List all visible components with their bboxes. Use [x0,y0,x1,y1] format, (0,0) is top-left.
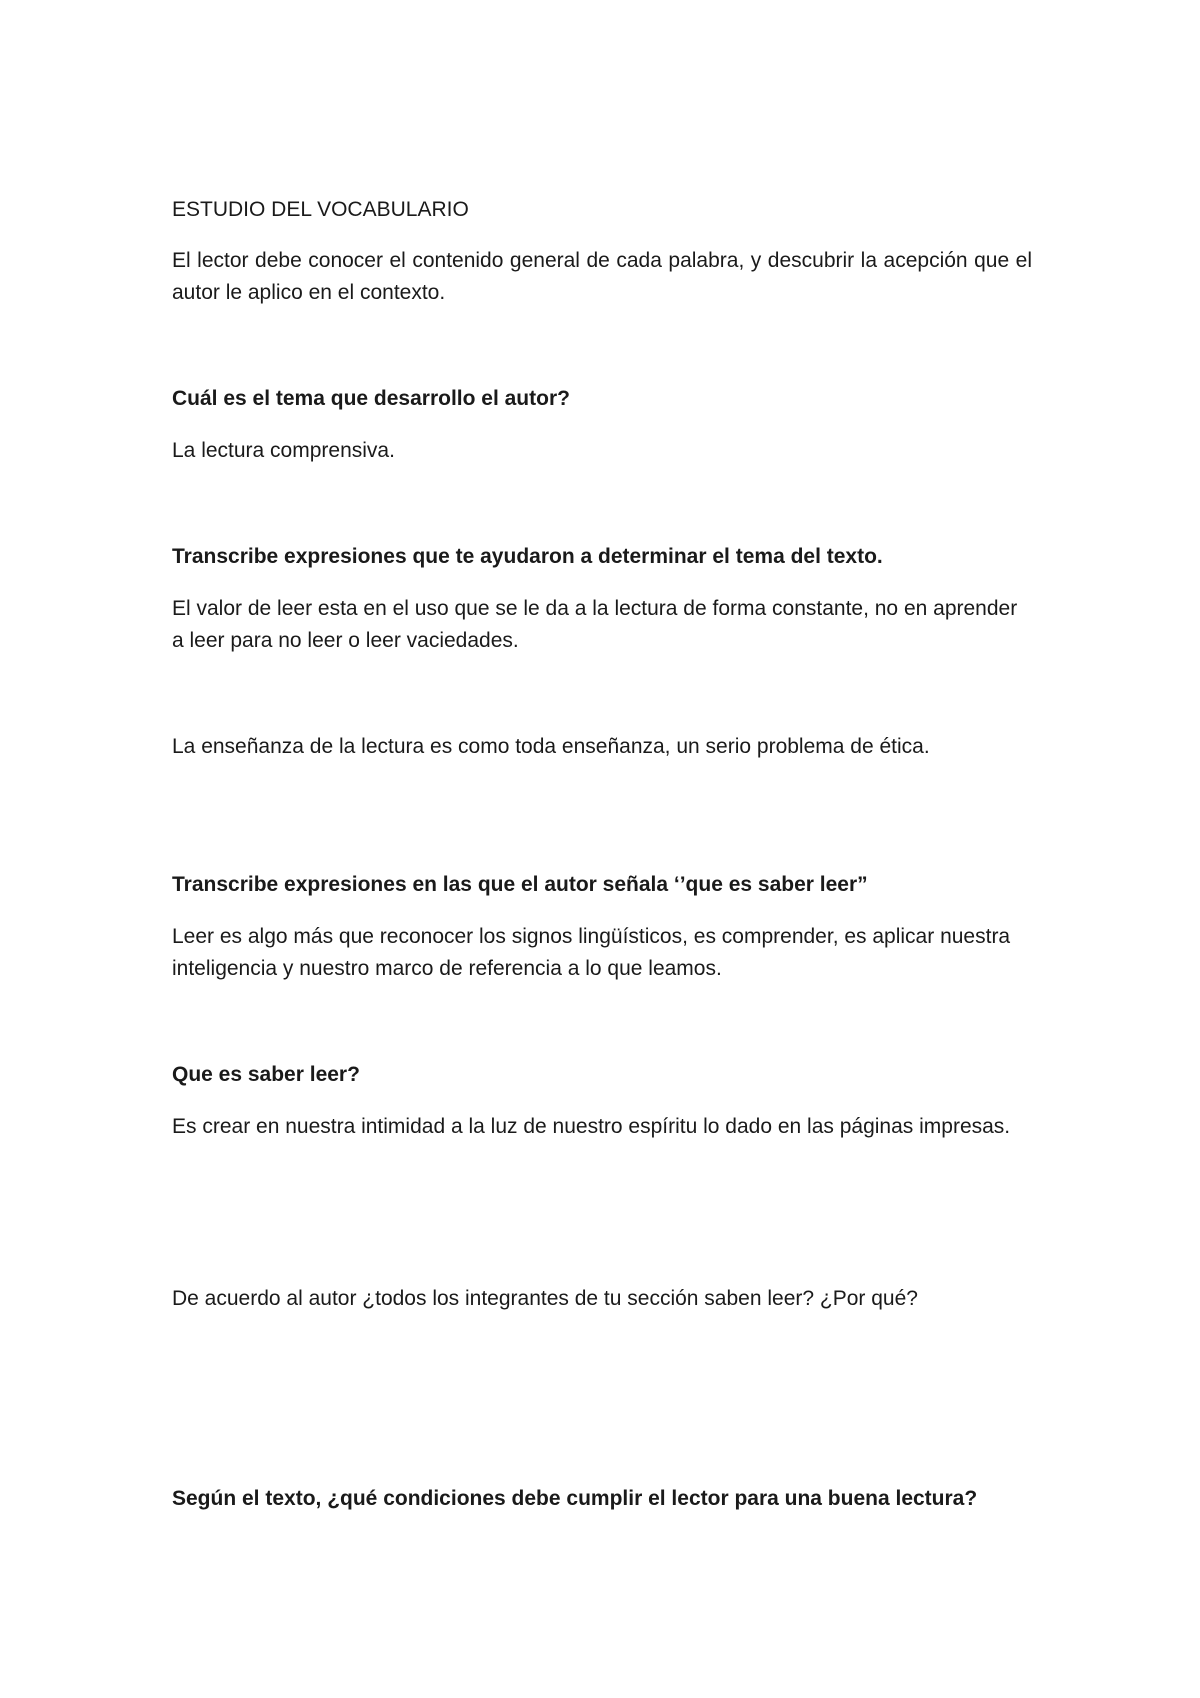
question-saber-leer-expressions: Transcribe expresiones en las que el autor señala ‘’que es saber leer” [172,873,868,896]
question-theme: Cuál es el tema que desarrollo el autor? [172,387,570,410]
answer-saber-leer-expressions: Leer es algo más que reconocer los signos lingüísticos, es comprender, es aplicar nuestra inteligencia y nuestro marco de referencia a lo que leamos. [172,925,1011,980]
answer-que-es-saber-leer: Es crear en nuestra intimidad a la luz de nuestro espíritu lo dado en las páginas impresas. [172,1115,1011,1138]
question-expressions-theme: Transcribe expresiones que te ayudaron a determinar el tema del texto. [172,545,883,568]
intro-paragraph: El lector debe conocer el contenido general de cada palabra, y descubrir la acepción que el autor le aplico en el contexto. [172,249,1032,304]
document-title: ESTUDIO DEL VOCABULARIO [172,198,469,221]
question-que-es-saber-leer: Que es saber leer? [172,1063,360,1086]
question-seccion-saben-leer: De acuerdo al autor ¿todos los integrantes de tu sección saben leer? ¿Por qué? [172,1287,918,1310]
answer-theme: La lectura comprensiva. [172,439,395,462]
question-condiciones-lector: Según el texto, ¿qué condiciones debe cumplir el lector para una buena lectura? [172,1487,978,1510]
answer-expressions-theme-1: El valor de leer esta en el uso que se le da a la lectura de forma constante, no en aprender a leer para no leer o leer vaciedades. [172,597,1018,652]
answer-expressions-theme-2: La enseñanza de la lectura es como toda enseñanza, un serio problema de ética. [172,735,930,758]
